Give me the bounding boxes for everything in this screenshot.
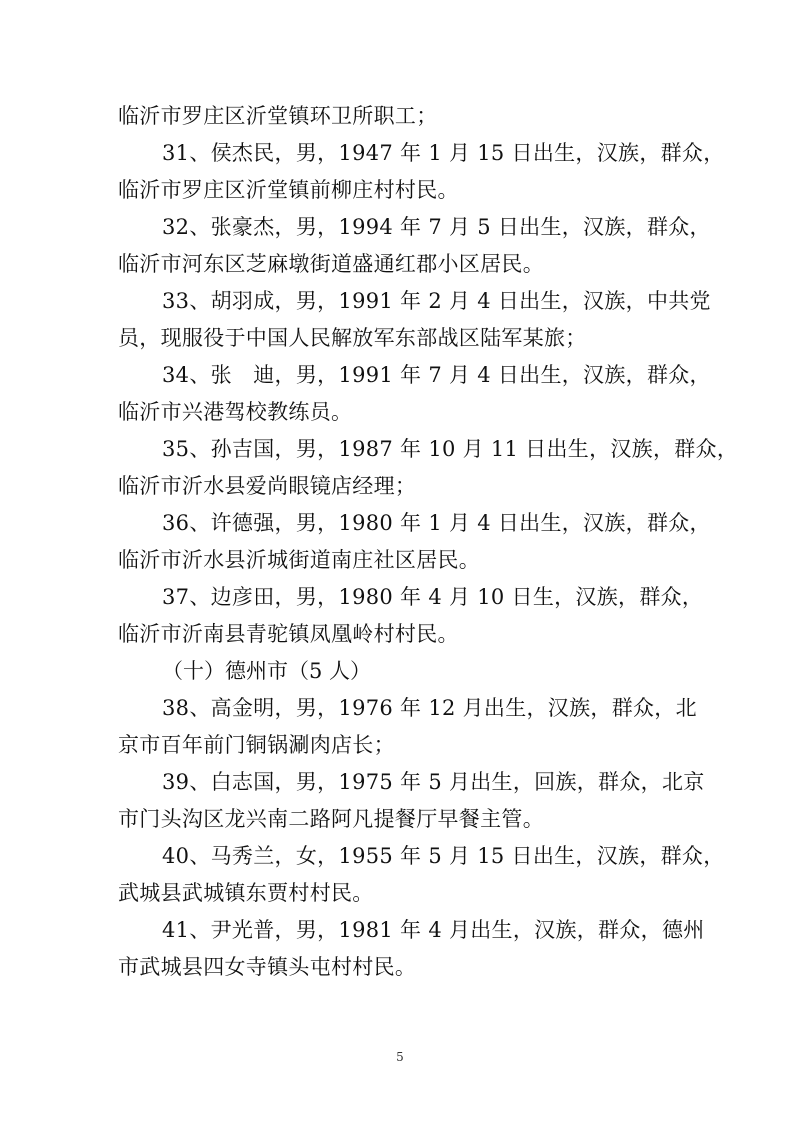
- text-line: 40、马秀兰，女，1955 年 5 月 15 日出生，汉族，群众，: [162, 844, 725, 868]
- text-line: 市武城县四女寺镇头屯村村民。: [118, 955, 417, 979]
- text-line: 临沂市沂水县沂城街道南庄社区居民。: [118, 548, 481, 572]
- document-body: [118, 98, 739, 986]
- text-line: 41、尹光普，男，1981 年 4 月出生，汉族，群众，德州: [162, 918, 705, 942]
- section-heading: （十）德州市（5 人）: [162, 659, 372, 683]
- text-line: 京市百年前门铜锅涮肉店长；: [118, 733, 395, 757]
- text-line: 36、许德强，男，1980 年 1 月 4 日出生，汉族，群众，: [162, 511, 711, 535]
- text-line: 37、边彦田，男，1980 年 4 月 10 日生，汉族，群众，: [162, 585, 704, 609]
- text-line: 临沂市罗庄区沂堂镇环卫所职工；: [118, 104, 438, 128]
- text-line: 临沂市沂水县爱尚眼镜店经理；: [118, 474, 417, 498]
- text-line: 32、张豪杰，男，1994 年 7 月 5 日出生，汉族，群众，: [162, 215, 711, 239]
- text-line: 31、侯杰民，男，1947 年 1 月 15 日出生，汉族，群众，: [162, 141, 725, 165]
- text-line: 34、张 迪，男，1991 年 7 月 4 日出生，汉族，群众，: [162, 363, 711, 387]
- text-line: 39、白志国，男，1975 年 5 月出生，回族，群众，北京: [162, 770, 705, 794]
- text-line: 临沂市河东区芝麻墩街道盛通红郡小区居民。: [118, 252, 544, 276]
- text-line: 员，现服役于中国人民解放军东部战区陆军某旅；: [118, 326, 587, 350]
- text-line: 临沂市兴港驾校教练员。: [118, 400, 353, 424]
- text-line: 38、高金明，男，1976 年 12 月出生，汉族，群众，北: [162, 696, 697, 720]
- text-line: 市门头沟区龙兴南二路阿凡提餐厅早餐主管。: [118, 807, 544, 831]
- text-line: 临沂市罗庄区沂堂镇前柳庄村村民。: [118, 178, 459, 202]
- page-number: 5: [396, 1050, 404, 1064]
- text-line: 33、胡羽成，男，1991 年 2 月 4 日出生，汉族，中共党: [162, 289, 711, 313]
- text-line: 临沂市沂南县青驼镇凤凰岭村村民。: [118, 622, 459, 646]
- text-line: 武城县武城镇东贾村村民。: [118, 881, 374, 905]
- text-line: 35、孙吉国，男，1987 年 10 月 11 日出生，汉族，群众，: [162, 437, 739, 461]
